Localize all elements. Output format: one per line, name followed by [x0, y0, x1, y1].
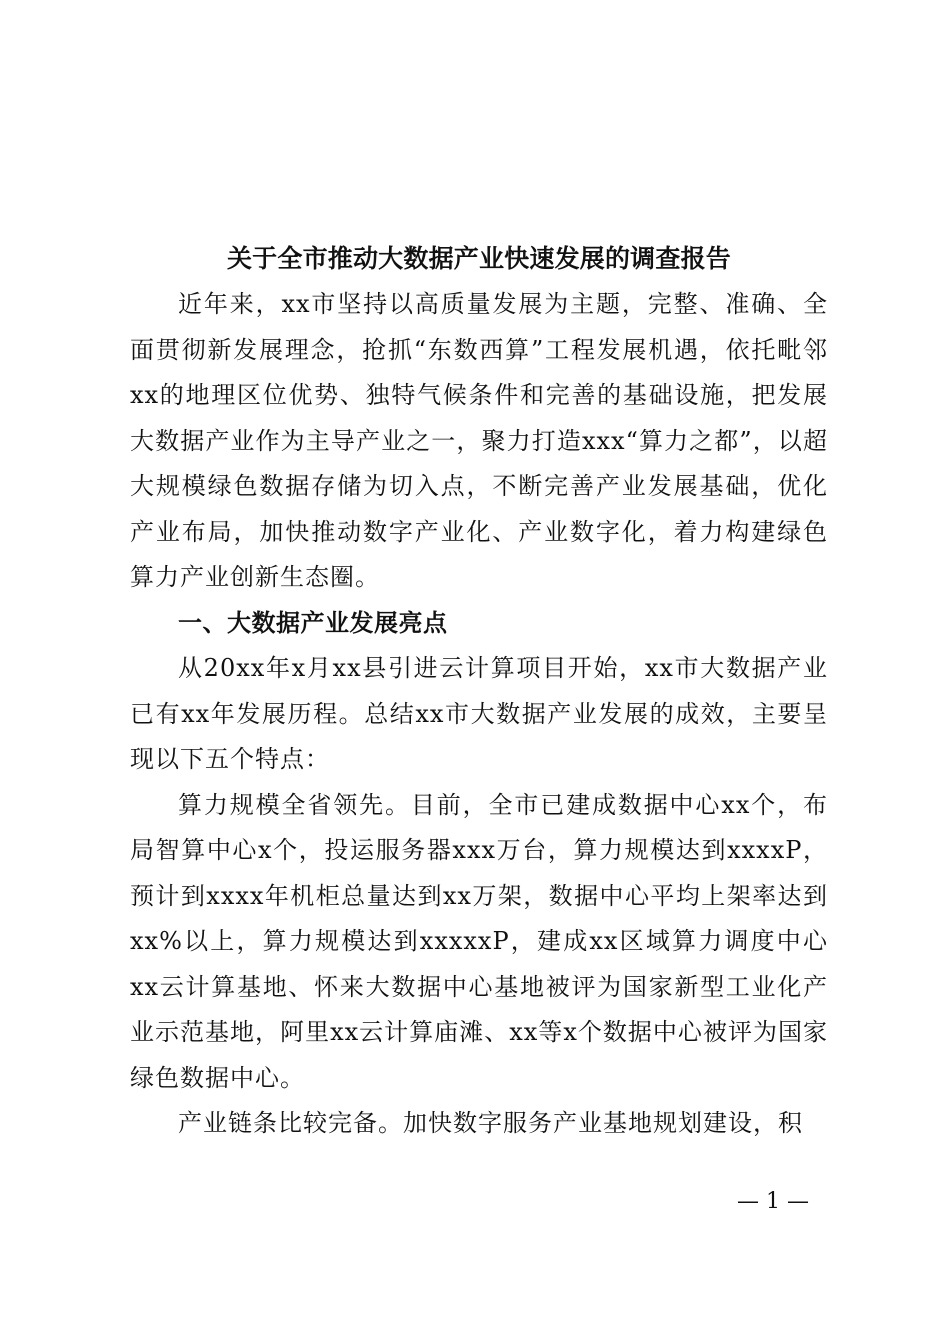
body-paragraph: 算力规模全省领先。目前，全市已建成数据中心xx个，布局智算中心x个，投运服务器xxx万台，算力规模达到xxxxP，预计到xxxx年机柜总量达到xx万架，数据中心平均上架率达到xx%以上，算力规模达到xxxxxP，建成xx区域算力调度中心xx云计算基地、怀来大数据中心基地被评为国家新型工业化产业示范基地，阿里xx云计算庙滩、xx等x个数据中心被评为国家绿色数据中心。 — [130, 790, 828, 1092]
body-paragraph: 产业链条比较完备。加快数字服务产业基地规划建设，积 — [178, 1109, 803, 1137]
section-heading: 一、大数据产业发展亮点 — [178, 608, 448, 637]
document-title: 关于全市推动大数据产业快速发展的调查报告 — [226, 244, 731, 273]
body-paragraph: 从20xx年x月xx县引进云计算项目开始，xx市大数据产业已有xx年发展历程。总结xx市大数据产业发展的成效，主要呈现以下五个特点： — [130, 654, 828, 773]
page-number: — 1 — — [737, 1189, 809, 1214]
document-body — [130, 236, 828, 1147]
intro-paragraph: 近年来，xx市坚持以高质量发展为主题，完整、准确、全面贯彻新发展理念，抢抓“东数西算”工程发展机遇，依托毗邻xx的地理区位优势、独特气候条件和完善的基础设施，把发展大数据产业作为主导产业之一，聚力打造xxx“算力之都”，以超大规模绿色数据存储为切入点，不断完善产业发展基础，优化产业布局，加快推动数字产业化、产业数字化，着力构建绿色算力产业创新生态圈。 — [130, 290, 828, 591]
